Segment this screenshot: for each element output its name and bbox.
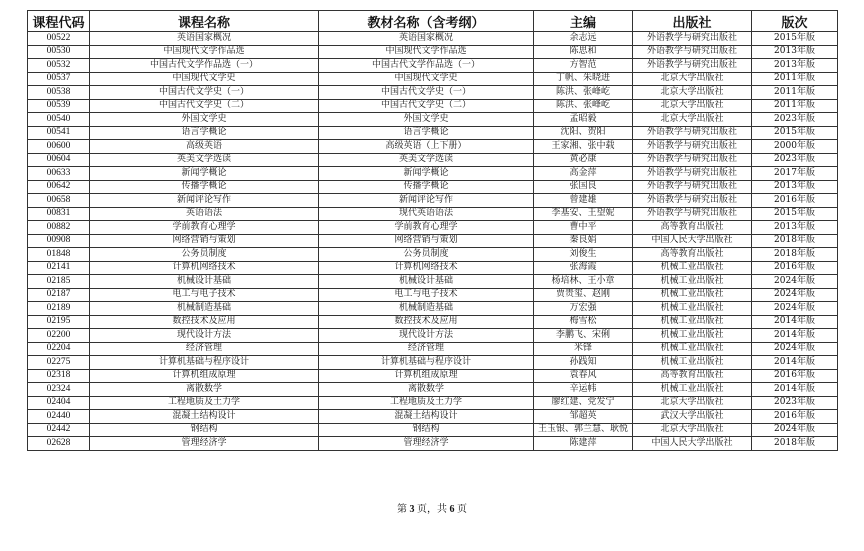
header-textbook-name: 教材名称（含考纲） xyxy=(319,11,534,32)
cell-edition: 2013年版 xyxy=(752,221,838,235)
cell-textbook-name: 中国现代文学作品选 xyxy=(319,45,534,59)
cell-textbook-name: 中国古代文学作品选（一） xyxy=(319,59,534,73)
cell-editor: 张海霞 xyxy=(534,261,633,275)
cell-course-code: 00604 xyxy=(28,153,90,167)
cell-publisher: 北京大学出版社 xyxy=(633,423,752,437)
cell-editor: 张国良 xyxy=(534,180,633,194)
cell-textbook-name: 工程地质及土力学 xyxy=(319,396,534,410)
cell-course-code: 02204 xyxy=(28,342,90,356)
table-row xyxy=(28,234,838,248)
table-row xyxy=(28,86,838,100)
cell-course-code: 00539 xyxy=(28,99,90,113)
cell-publisher: 机械工业出版社 xyxy=(633,383,752,397)
cell-textbook-name: 外国文学史 xyxy=(319,113,534,127)
table-row xyxy=(28,45,838,59)
cell-publisher: 外语教学与研究出版社 xyxy=(633,194,752,208)
cell-course-name: 新闻评论写作 xyxy=(90,194,319,208)
cell-course-code: 02628 xyxy=(28,437,90,451)
cell-edition: 2023年版 xyxy=(752,396,838,410)
cell-textbook-name: 中国古代文学史（一） xyxy=(319,86,534,100)
cell-course-code: 02318 xyxy=(28,369,90,383)
cell-editor: 陈建萍 xyxy=(534,437,633,451)
cell-publisher: 机械工业出版社 xyxy=(633,288,752,302)
table-row xyxy=(28,126,838,140)
cell-editor: 曾建雄 xyxy=(534,194,633,208)
table-row xyxy=(28,153,838,167)
cell-editor: 高金萍 xyxy=(534,167,633,181)
cell-course-name: 中国现代文学史 xyxy=(90,72,319,86)
cell-publisher: 高等教育出版社 xyxy=(633,248,752,262)
course-table-container xyxy=(27,10,837,451)
cell-course-code: 02200 xyxy=(28,329,90,343)
table-row xyxy=(28,207,838,221)
cell-course-name: 英语国家概况 xyxy=(90,32,319,46)
cell-editor: 邹超英 xyxy=(534,410,633,424)
cell-editor: 方智范 xyxy=(534,59,633,73)
cell-editor: 王家湘、张中载 xyxy=(534,140,633,154)
cell-edition: 2015年版 xyxy=(752,126,838,140)
cell-course-code: 00540 xyxy=(28,113,90,127)
cell-textbook-name: 钢结构 xyxy=(319,423,534,437)
cell-edition: 2018年版 xyxy=(752,437,838,451)
cell-course-name: 中国古代文学史（二） xyxy=(90,99,319,113)
cell-publisher: 机械工业出版社 xyxy=(633,261,752,275)
cell-textbook-name: 英语国家概况 xyxy=(319,32,534,46)
cell-publisher: 高等教育出版社 xyxy=(633,221,752,235)
cell-course-code: 00831 xyxy=(28,207,90,221)
table-row xyxy=(28,248,838,262)
cell-course-name: 机械设计基础 xyxy=(90,275,319,289)
table-row xyxy=(28,423,838,437)
cell-course-code: 02185 xyxy=(28,275,90,289)
cell-course-code: 00538 xyxy=(28,86,90,100)
cell-editor: 丁帆、朱晓进 xyxy=(534,72,633,86)
table-row xyxy=(28,113,838,127)
cell-course-code: 00882 xyxy=(28,221,90,235)
table-row xyxy=(28,396,838,410)
cell-editor: 陈洪、张峰屹 xyxy=(534,99,633,113)
cell-edition: 2015年版 xyxy=(752,32,838,46)
cell-editor: 沈阳、贺阳 xyxy=(534,126,633,140)
cell-course-name: 电工与电子技术 xyxy=(90,288,319,302)
cell-textbook-name: 计算机网络技术 xyxy=(319,261,534,275)
cell-course-name: 英美文学选读 xyxy=(90,153,319,167)
table-row xyxy=(28,410,838,424)
cell-course-code: 02141 xyxy=(28,261,90,275)
cell-editor: 米锋 xyxy=(534,342,633,356)
table-row xyxy=(28,437,838,451)
cell-publisher: 机械工业出版社 xyxy=(633,302,752,316)
cell-editor: 杨培林、王小章 xyxy=(534,275,633,289)
cell-publisher: 北京大学出版社 xyxy=(633,99,752,113)
cell-publisher: 北京大学出版社 xyxy=(633,396,752,410)
cell-textbook-name: 电工与电子技术 xyxy=(319,288,534,302)
cell-course-name: 数控技术及应用 xyxy=(90,315,319,329)
cell-textbook-name: 公务员制度 xyxy=(319,248,534,262)
cell-edition: 2024年版 xyxy=(752,275,838,289)
cell-course-name: 管理经济学 xyxy=(90,437,319,451)
cell-editor: 李基安、王望妮 xyxy=(534,207,633,221)
cell-textbook-name: 语言学概论 xyxy=(319,126,534,140)
cell-course-name: 网络营销与策划 xyxy=(90,234,319,248)
cell-publisher: 机械工业出版社 xyxy=(633,342,752,356)
cell-publisher: 北京大学出版社 xyxy=(633,72,752,86)
table-row xyxy=(28,329,838,343)
cell-course-name: 公务员制度 xyxy=(90,248,319,262)
cell-course-code: 00658 xyxy=(28,194,90,208)
cell-textbook-name: 学前教育心理学 xyxy=(319,221,534,235)
page-footer xyxy=(0,500,864,515)
cell-editor: 袁春风 xyxy=(534,369,633,383)
cell-course-name: 英语语法 xyxy=(90,207,319,221)
cell-course-code: 00908 xyxy=(28,234,90,248)
cell-course-code: 00522 xyxy=(28,32,90,46)
table-row xyxy=(28,32,838,46)
cell-course-name: 外国文学史 xyxy=(90,113,319,127)
cell-course-code: 00541 xyxy=(28,126,90,140)
cell-edition: 2014年版 xyxy=(752,383,838,397)
cell-editor: 贾贵玺、赵刚 xyxy=(534,288,633,302)
cell-publisher: 外语教学与研究出版社 xyxy=(633,140,752,154)
cell-textbook-name: 传播学概论 xyxy=(319,180,534,194)
cell-edition: 2011年版 xyxy=(752,72,838,86)
header-edition: 版次 xyxy=(752,11,838,32)
cell-course-code: 00532 xyxy=(28,59,90,73)
cell-editor: 余志远 xyxy=(534,32,633,46)
cell-course-code: 02187 xyxy=(28,288,90,302)
cell-edition: 2014年版 xyxy=(752,315,838,329)
table-row xyxy=(28,99,838,113)
cell-editor: 黄必康 xyxy=(534,153,633,167)
cell-course-code: 00530 xyxy=(28,45,90,59)
table-header-row xyxy=(28,11,838,32)
cell-course-code: 00600 xyxy=(28,140,90,154)
cell-edition: 2023年版 xyxy=(752,153,838,167)
header-publisher: 出版社 xyxy=(633,11,752,32)
cell-edition: 2016年版 xyxy=(752,369,838,383)
cell-edition: 2024年版 xyxy=(752,302,838,316)
cell-course-name: 钢结构 xyxy=(90,423,319,437)
cell-textbook-name: 混凝土结构设计 xyxy=(319,410,534,424)
cell-publisher: 中国人民大学出版社 xyxy=(633,234,752,248)
table-row xyxy=(28,261,838,275)
cell-course-name: 计算机基础与程序设计 xyxy=(90,356,319,370)
table-row xyxy=(28,194,838,208)
cell-edition: 2024年版 xyxy=(752,423,838,437)
cell-editor: 陈洪、张峰屹 xyxy=(534,86,633,100)
cell-publisher: 外语教学与研究出版社 xyxy=(633,45,752,59)
cell-publisher: 高等教育出版社 xyxy=(633,369,752,383)
cell-editor: 辛运帏 xyxy=(534,383,633,397)
cell-edition: 2000年版 xyxy=(752,140,838,154)
cell-edition: 2018年版 xyxy=(752,248,838,262)
cell-course-name: 计算机组成原理 xyxy=(90,369,319,383)
cell-course-name: 学前教育心理学 xyxy=(90,221,319,235)
cell-publisher: 机械工业出版社 xyxy=(633,315,752,329)
cell-textbook-name: 中国现代文学史 xyxy=(319,72,534,86)
cell-edition: 2016年版 xyxy=(752,261,838,275)
header-course-code: 课程代码 xyxy=(28,11,90,32)
cell-editor: 孙践知 xyxy=(534,356,633,370)
cell-textbook-name: 计算机组成原理 xyxy=(319,369,534,383)
cell-editor: 孟昭毅 xyxy=(534,113,633,127)
cell-course-name: 现代设计方法 xyxy=(90,329,319,343)
cell-publisher: 外语教学与研究出版社 xyxy=(633,167,752,181)
cell-course-code: 02440 xyxy=(28,410,90,424)
cell-course-name: 语言学概论 xyxy=(90,126,319,140)
cell-edition: 2013年版 xyxy=(752,45,838,59)
header-course-name: 课程名称 xyxy=(90,11,319,32)
cell-course-code: 00633 xyxy=(28,167,90,181)
cell-editor: 曹中平 xyxy=(534,221,633,235)
cell-course-name: 工程地质及土力学 xyxy=(90,396,319,410)
cell-edition: 2014年版 xyxy=(752,329,838,343)
cell-editor: 秦良娟 xyxy=(534,234,633,248)
cell-editor: 廖红建、党发宁 xyxy=(534,396,633,410)
cell-publisher: 外语教学与研究出版社 xyxy=(633,32,752,46)
cell-course-name: 传播学概论 xyxy=(90,180,319,194)
cell-publisher: 外语教学与研究出版社 xyxy=(633,59,752,73)
cell-course-code: 00642 xyxy=(28,180,90,194)
cell-edition: 2015年版 xyxy=(752,207,838,221)
footer-total-pages: 6 xyxy=(449,504,455,515)
cell-publisher: 机械工业出版社 xyxy=(633,275,752,289)
cell-textbook-name: 现代设计方法 xyxy=(319,329,534,343)
cell-course-name: 中国现代文学作品选 xyxy=(90,45,319,59)
table-row xyxy=(28,356,838,370)
cell-course-name: 计算机网络技术 xyxy=(90,261,319,275)
cell-textbook-name: 中国古代文学史（二） xyxy=(319,99,534,113)
cell-publisher: 中国人民大学出版社 xyxy=(633,437,752,451)
cell-editor: 刘俊生 xyxy=(534,248,633,262)
table-row xyxy=(28,315,838,329)
cell-edition: 2017年版 xyxy=(752,167,838,181)
cell-course-code: 02324 xyxy=(28,383,90,397)
cell-editor: 梅雪松 xyxy=(534,315,633,329)
cell-textbook-name: 现代英语语法 xyxy=(319,207,534,221)
footer-prefix: 第 xyxy=(397,504,407,515)
cell-textbook-name: 英美文学选读 xyxy=(319,153,534,167)
table-row xyxy=(28,342,838,356)
cell-publisher: 外语教学与研究出版社 xyxy=(633,126,752,140)
cell-edition: 2018年版 xyxy=(752,234,838,248)
cell-course-name: 高级英语 xyxy=(90,140,319,154)
course-textbook-table xyxy=(27,10,838,451)
cell-publisher: 机械工业出版社 xyxy=(633,329,752,343)
table-row xyxy=(28,140,838,154)
cell-course-name: 离散数学 xyxy=(90,383,319,397)
header-editor: 主编 xyxy=(534,11,633,32)
cell-editor: 万宏强 xyxy=(534,302,633,316)
cell-course-name: 经济管理 xyxy=(90,342,319,356)
cell-edition: 2011年版 xyxy=(752,86,838,100)
cell-course-code: 01848 xyxy=(28,248,90,262)
footer-suffix: 页 xyxy=(457,504,467,515)
cell-textbook-name: 高级英语（上下册） xyxy=(319,140,534,154)
table-row xyxy=(28,221,838,235)
cell-editor: 李鹏飞、宋俐 xyxy=(534,329,633,343)
cell-course-name: 中国古代文学史（一） xyxy=(90,86,319,100)
table-body xyxy=(28,32,838,451)
cell-textbook-name: 新闻评论写作 xyxy=(319,194,534,208)
table-row xyxy=(28,302,838,316)
cell-edition: 2011年版 xyxy=(752,99,838,113)
table-row xyxy=(28,275,838,289)
table-row xyxy=(28,288,838,302)
table-row xyxy=(28,59,838,73)
cell-publisher: 机械工业出版社 xyxy=(633,356,752,370)
cell-editor: 陈思和 xyxy=(534,45,633,59)
cell-textbook-name: 计算机基础与程序设计 xyxy=(319,356,534,370)
cell-publisher: 外语教学与研究出版社 xyxy=(633,180,752,194)
cell-editor: 王玉银、郭兰慧、耿悦 xyxy=(534,423,633,437)
table-row xyxy=(28,72,838,86)
footer-mid: 页，共 xyxy=(417,504,447,515)
cell-course-code: 02404 xyxy=(28,396,90,410)
cell-edition: 2013年版 xyxy=(752,59,838,73)
cell-course-code: 02189 xyxy=(28,302,90,316)
cell-course-code: 02275 xyxy=(28,356,90,370)
cell-textbook-name: 管理经济学 xyxy=(319,437,534,451)
cell-textbook-name: 机械制造基础 xyxy=(319,302,534,316)
cell-course-name: 混凝土结构设计 xyxy=(90,410,319,424)
cell-textbook-name: 机械设计基础 xyxy=(319,275,534,289)
cell-publisher: 北京大学出版社 xyxy=(633,113,752,127)
cell-course-code: 00537 xyxy=(28,72,90,86)
cell-course-name: 新闻学概论 xyxy=(90,167,319,181)
cell-course-code: 02195 xyxy=(28,315,90,329)
cell-edition: 2016年版 xyxy=(752,410,838,424)
table-row xyxy=(28,167,838,181)
cell-course-code: 02442 xyxy=(28,423,90,437)
cell-edition: 2014年版 xyxy=(752,356,838,370)
cell-edition: 2013年版 xyxy=(752,180,838,194)
cell-textbook-name: 离散数学 xyxy=(319,383,534,397)
cell-publisher: 武汉大学出版社 xyxy=(633,410,752,424)
cell-edition: 2024年版 xyxy=(752,342,838,356)
cell-publisher: 北京大学出版社 xyxy=(633,86,752,100)
cell-publisher: 外语教学与研究出版社 xyxy=(633,207,752,221)
cell-course-name: 机械制造基础 xyxy=(90,302,319,316)
table-row xyxy=(28,180,838,194)
cell-textbook-name: 经济管理 xyxy=(319,342,534,356)
footer-page-number: 3 xyxy=(409,504,415,515)
cell-edition: 2016年版 xyxy=(752,194,838,208)
cell-textbook-name: 数控技术及应用 xyxy=(319,315,534,329)
cell-edition: 2024年版 xyxy=(752,288,838,302)
cell-textbook-name: 网络营销与策划 xyxy=(319,234,534,248)
table-row xyxy=(28,369,838,383)
cell-textbook-name: 新闻学概论 xyxy=(319,167,534,181)
table-row xyxy=(28,383,838,397)
cell-course-name: 中国古代文学作品选（一） xyxy=(90,59,319,73)
cell-publisher: 外语教学与研究出版社 xyxy=(633,153,752,167)
cell-edition: 2023年版 xyxy=(752,113,838,127)
